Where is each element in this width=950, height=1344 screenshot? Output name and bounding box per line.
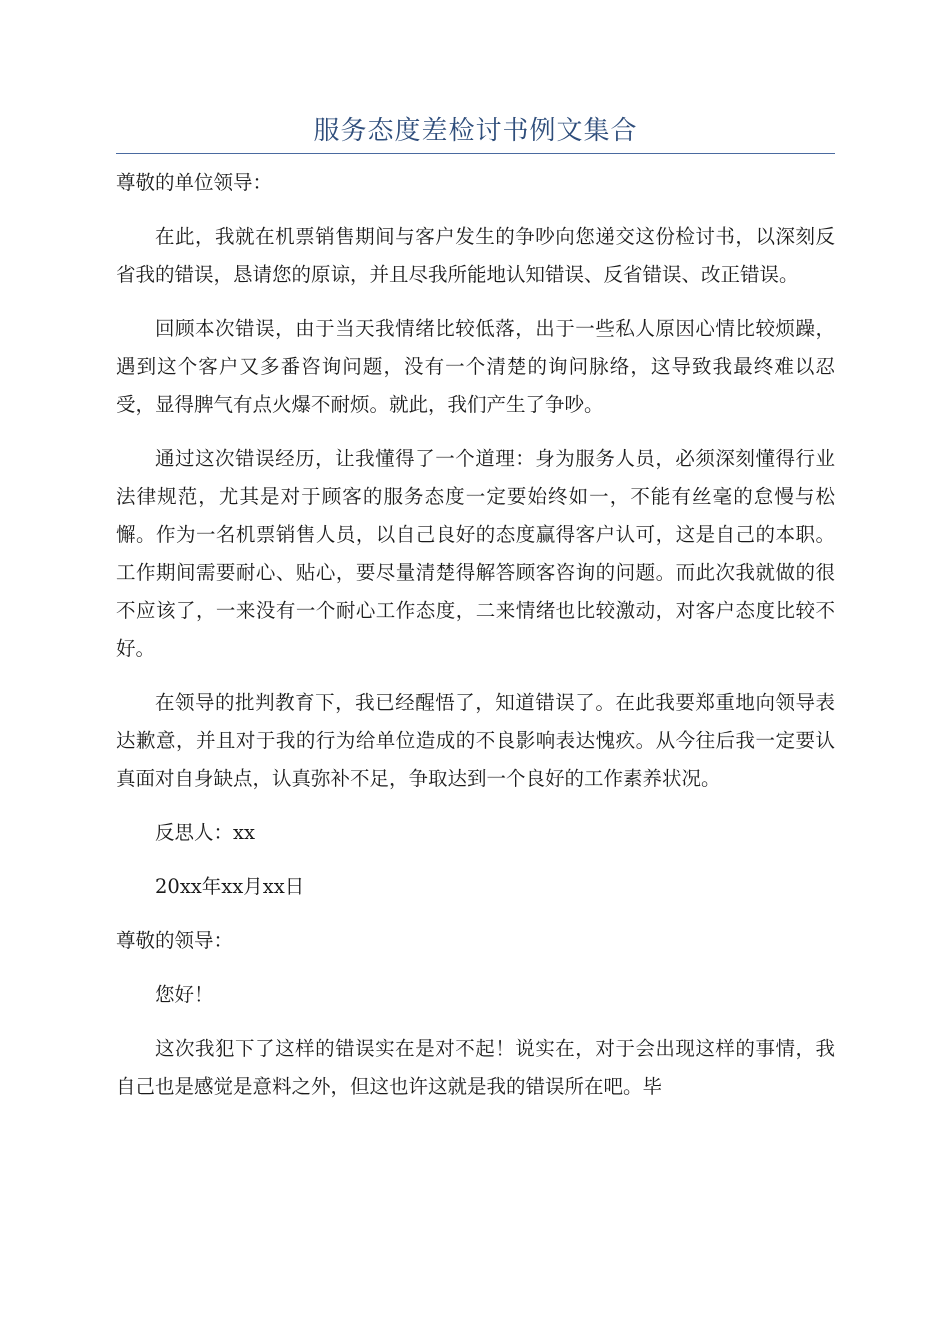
body-paragraph: 在此，我就在机票销售期间与客户发生的争吵向您递交这份检讨书，以深刻反省我的错误，恳请您的原谅，并且尽我所能地认知错误、反省错误、改正错误。 <box>116 225 835 286</box>
title-underline <box>116 153 835 154</box>
document-body <box>116 164 835 1106</box>
document-page <box>116 0 835 1122</box>
greeting: 您好！ <box>155 983 214 1006</box>
signature-date: 20xx年xx月xx日 <box>155 875 305 898</box>
salutation: 尊敬的领导： <box>116 929 234 952</box>
document-title: 服务态度差检讨书例文集合 <box>313 116 638 146</box>
body-paragraph: 这次我犯下了这样的错误实在是对不起！说实在，对于会出现这样的事情，我自己也是感觉是意料之外，但这也许这就是我的错误所在吧。毕 <box>116 1037 835 1098</box>
body-paragraph: 在领导的批判教育下，我已经醒悟了，知道错误了。在此我要郑重地向领导表达歉意，并且对于我的行为给单位造成的不良影响表达愧疚。从今往后我一定要认真面对自身缺点，认真弥补不足，争取达到一个良好的工作素养状况。 <box>116 691 835 790</box>
body-paragraph: 通过这次错误经历，让我懂得了一个道理：身为服务人员，必须深刻懂得行业法律规范，尤其是对于顾客的服务态度一定要始终如一，不能有丝毫的怠慢与松懈。作为一名机票销售人员，以自己良好的态度赢得客户认可，这是自己的本职。工作期间需要耐心、贴心，要尽量清楚得解答顾客咨询的问题。而此次我就做的很不应该了，一来没有一个耐心工作态度，二来情绪也比较激动，对客户态度比较不好。 <box>116 447 835 660</box>
signature-name: 反思人：xx <box>155 821 255 844</box>
body-paragraph: 回顾本次错误，由于当天我情绪比较低落，出于一些私人原因心情比较烦躁，遇到这个客户又多番咨询问题，没有一个清楚的询问脉络，这导致我最终难以忍受，显得脾气有点火爆不耐烦。就此，我们产生了争吵。 <box>116 317 835 416</box>
salutation: 尊敬的单位领导： <box>116 171 273 194</box>
